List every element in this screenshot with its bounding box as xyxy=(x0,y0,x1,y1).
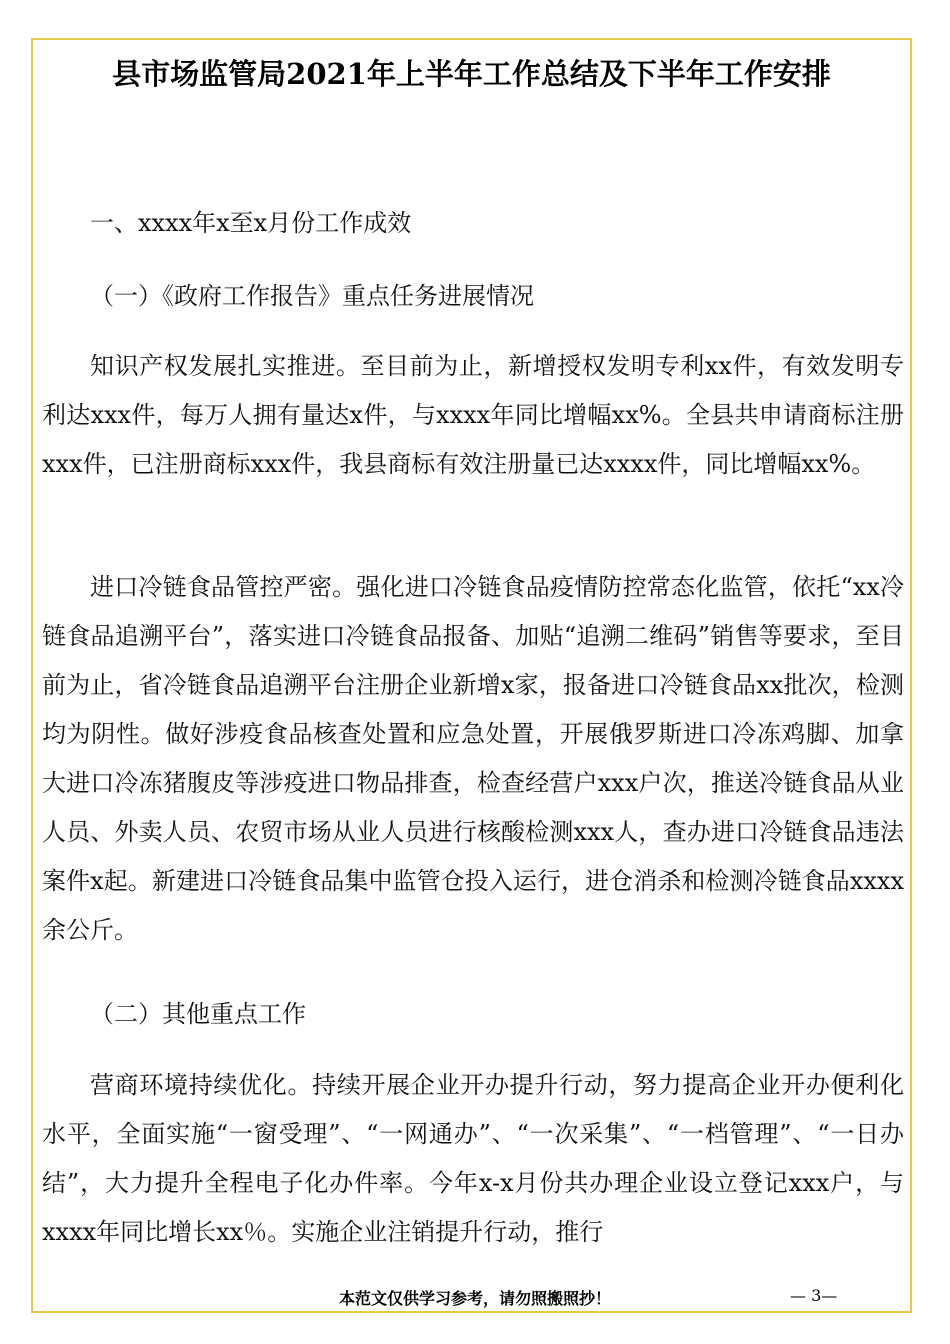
subsection-heading-other: （二）其他重点工作 xyxy=(90,1000,306,1028)
paragraph-cold-chain: 进口冷链食品管控严密。强化进口冷链食品疫情防控常态化监管，依托“xx冷链食品追溯平台”，落实进口冷链食品报备、加贴“追溯二维码”销售等要求，至目前为止，省冷链食品追溯平台注册企业新增x家，报备进口冷链食品xx批次，检测均为阴性。做好涉疫食品核查处置和应急处置，开展俄罗斯进口冷冻鸡脚、加拿大进口冷冻猪腹皮等涉疫进口物品排查，检查经营户xxx户次，推送冷链食品从业人员、外卖人员、农贸市场从业人员进行核酸检测xxx人，查办进口冷链食品违法案件x起。新建进口冷链食品集中监管仓投入运行，进仓消杀和检测冷链食品xxxx余公斤。 xyxy=(42,573,904,944)
paragraph-intellectual-property: 知识产权发展扎实推进。至目前为止，新增授权发明专利xx件，有效发明专利达xxx件，每万人拥有量达x件，与xxxx年同比增幅xx%。全县共申请商标注册xxx件，已注册商标xxx件，我县商标有效注册量已达xxxx件，同比增幅xx%。 xyxy=(42,352,904,478)
page-number: — 3— xyxy=(790,1286,838,1305)
paragraph-business-environment-clip xyxy=(42,1061,904,1256)
footer-note: 本范文仅供学习参考，请勿照搬照抄！ xyxy=(338,1289,611,1308)
document-title: 县市场监管局2021年上半年工作总结及下半年工作安排 xyxy=(112,57,831,91)
section-heading: 一、xxxx年x至x月份工作成效 xyxy=(90,209,412,237)
subsection-heading: （一）《政府工作报告》重点任务进展情况 xyxy=(90,282,534,310)
paragraph-business-environment: 营商环境持续优化。持续开展企业开办提升行动，努力提高企业开办便利化水平，全面实施“一窗受理”、“一网通办”、“一次采集”、“一档管理”、“一日办结”，大力提升全程电子化办件率。今年x-x月份共办理企业设立登记xxx户，与xxxx年同比增长xx％。实施企业注销提升行动，推行 xyxy=(42,1071,904,1246)
